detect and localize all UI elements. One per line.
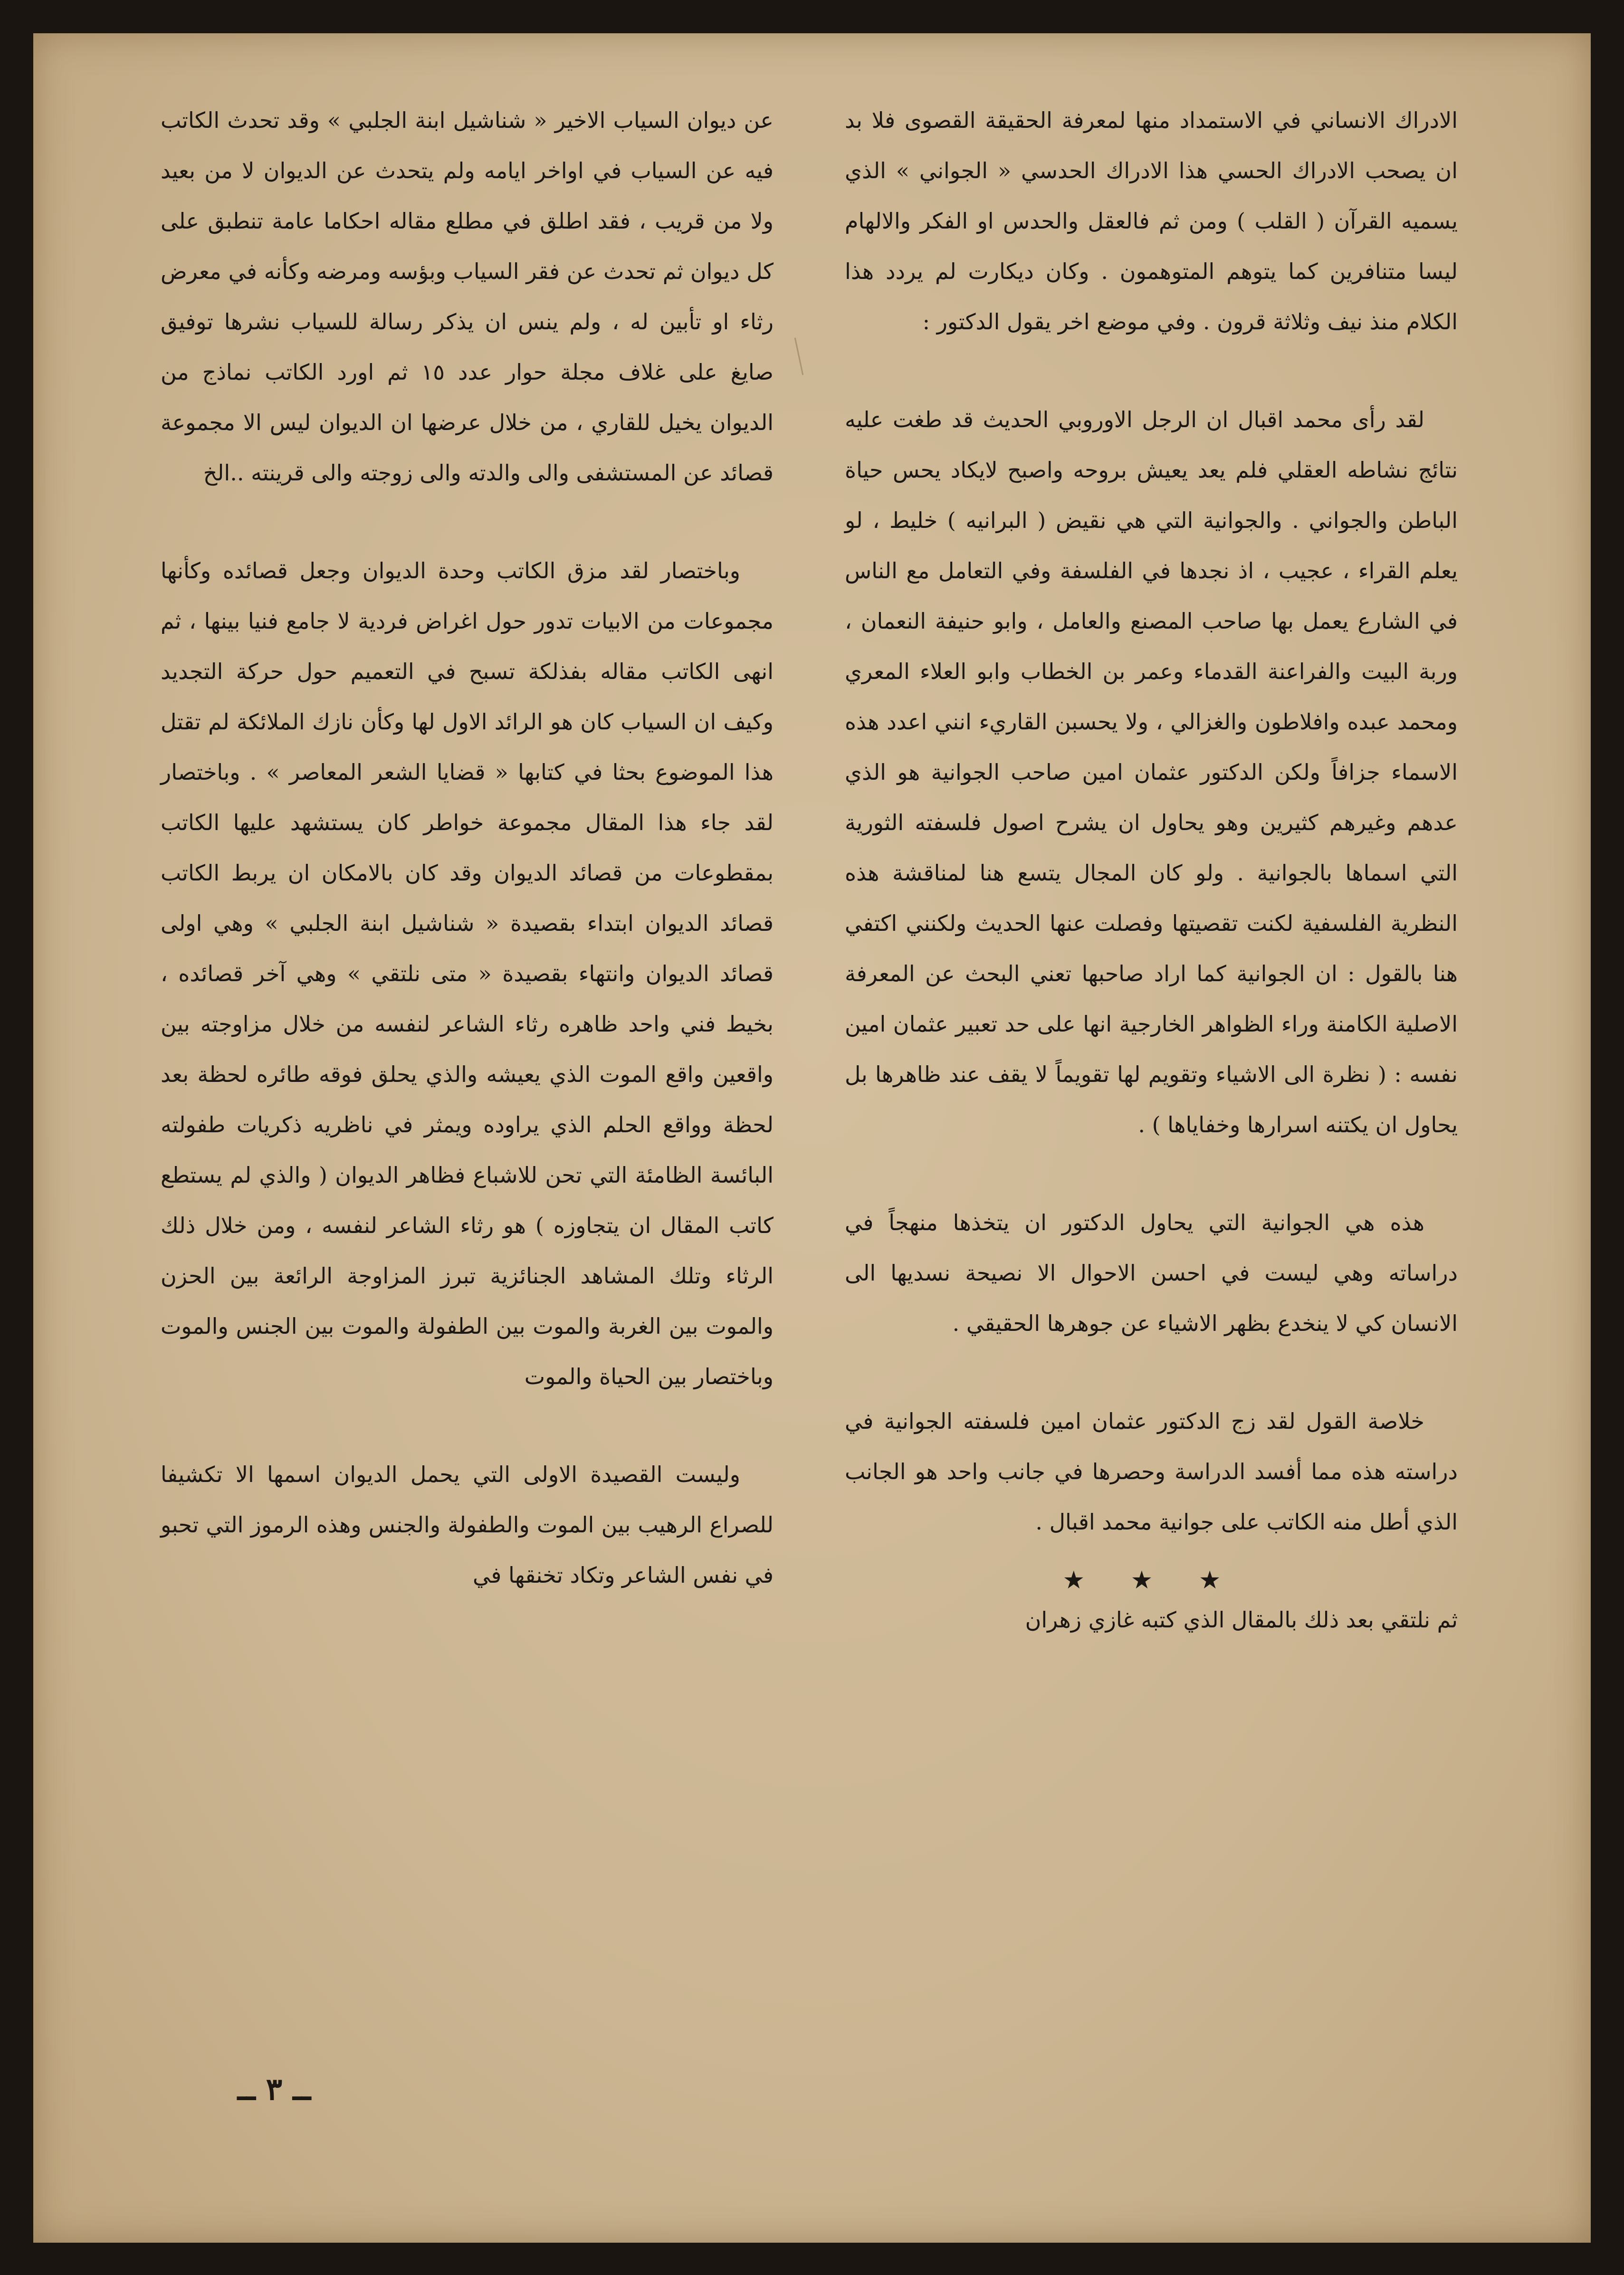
right-column [845, 95, 1458, 1645]
paragraph: وليست القصيدة الاولى التي يحمل الديوان اسمها الا تكشيفا للصراع الرهيب بين الموت والطفولة والجنس وهذه الرموز التي تحبو في نفس الشاعر وتكاد تخنقها في [161, 1462, 774, 1588]
paragraph: لقد رأى محمد اقبال ان الرجل الاوروبي الحديث قد طغت عليه نتائج نشاطه العقلي فلم يعد يعيش بروحه واصبح لايكاد يحس حياة الباطن والجواني . والجوانية التي هي نقيض ( البرانيه ) خليط ، لو يعلم القراء ، عجيب ، اذ نجدها في الفلسفة وفي التعامل مع الناس في الشارع يعمل بها صاحب المصنع والعامل ، وابو حنيفة النعمان ، وربة البيت والفراعنة القدماء وعمر بن الخطاب وابو العلاء المعري ومحمد عبده وافلاطون والغزالي ، ولا يحسبن القاريء انني اعدد هذه الاسماء جزافاً ولكن الدكتور عثمان امين صاحب الجوانية هو الذي عدهم وغيرهم كثيرين وهو يحاول ان يشرح اصول فلسفته الثورية التي اسماها بالجوانية . ولو كان المجال يتسع هنا لمناقشة هذه النظرية الفلسفية لكنت تقصيتها وفصلت عنها الحديث ولكنني اكتفي هنا بالقول : ان الجوانية كما اراد صاحبها تعني البحث عن المعرفة الاصلية الكامنة وراء الظواهر الخارجية انها على حد تعبير عثمان امين نفسه : ( نظرة الى الاشياء وتقويم لها تقويماً لا يقف عند ظاهرها بل يحاول ان يكتنه اسرارها وخفاياها ) . [845, 407, 1458, 1138]
paragraph: وباختصار لقد مزق الكاتب وحدة الديوان وجعل قصائده وكأنها مجموعات من الابيات تدور حول اغراض فردية لا جامع فنيا بينها ، ثم انهى الكاتب مقاله بفذلكة تسبح في التعميم حول حركة التجديد وكيف ان السياب كان هو الرائد الاول لها وكأن نازك الملائكة لم تقتل هذا الموضوع بحثا في كتابها « قضايا الشعر المعاصر » . وباختصار لقد جاء هذا المقال مجموعة خواطر كان يستشهد عليها الكاتب بمقطوعات من قصائد الديوان وقد كان بالامكان ان يربط الكاتب قصائد الديوان ابتداء بقصيدة « شناشيل ابنة الجلبي » وهي اولى قصائد الديوان وانتهاء بقصيدة « متى نلتقي » وهي آخر قصائده ، بخيط فني واحد ظاهره رثاء الشاعر لنفسه من خلال مزاوجته بين واقعين واقع الموت الذي يعيشه والذي يحلق فوقه طائره لحظة بعد لحظة وواقع الحلم الذي يراوده ويمثر في ناظريه ذكريات طفولته البائسة الظامئة التي تحن للاشباع فظاهر الديوان ( والذي لم يستطع كاتب المقال ان يتجاوزه ) هو رثاء الشاعر لنفسه ، ومن خلال ذلك الرثاء وتلك المشاهد الجنائزية تبرز المزاوجة الرائعة بين الحزن والموت بين الغربة والموت بين الطفولة والموت بين الجنس والموت وباختصار بين الحياة والموت [161, 558, 774, 1389]
paragraph-gap [161, 1402, 774, 1449]
paragraph-gap [845, 347, 1458, 394]
paragraph: الادراك الانساني في الاستمداد منها لمعرفة الحقيقة القصوى فلا بد ان يصحب الادراك الحسي هذا الادراك الحدسي « الجواني » الذي يسميه القرآن ( القلب ) ومن ثم فالعقل والحدس او الفكر والالهام ليسا متنافرين كما يتوهم المتوهمون . وكان ديكارت لم يردد هذا الكلام منذ نيف وثلاثة قرون . وفي موضع اخر يقول الدكتور : [845, 107, 1458, 335]
magazine-page [33, 33, 1591, 2243]
paragraph-gap [161, 498, 774, 545]
paragraph: ثم نلتقي بعد ذلك بالمقال الذي كتبه غازي زهران [1025, 1607, 1458, 1633]
paragraph: عن ديوان السياب الاخير « شناشيل ابنة الجلبي » وقد تحدث الكاتب فيه عن السياب في اواخر ايامه ولم يتحدث عن الديوان لا من بعيد ولا من قريب ، فقد اطلق في مطلع مقاله احكاما عامة تنطبق على كل ديوان ثم تحدث عن فقر السياب وبؤسه ومرضه وكأنه في معرض رثاء او تأبين له ، ولم ينس ان يذكر رسالة للسياب نشرها توفيق صايغ على غلاف مجلة حوار عدد ١٥ ثم اورد الكاتب نماذج من الديوان يخيل للقاري ، من خلال عرضها ان الديوان ليس الا مجموعة قصائد عن المستشفى والى والدته والى زوجته والى قرينته ..الخ [161, 107, 774, 486]
paragraph: هذه هي الجوانية التي يحاول الدكتور ان يتخذها منهجاً في دراساته وهي ليست في احسن الاحوال الا نصيحة نسديها الى الانسان كي لا ينخدع بظهر الاشياء عن جوهرها الحقيقي . [845, 1210, 1458, 1336]
left-column [161, 95, 774, 1600]
paper-fold-mark [794, 338, 804, 375]
paragraph-gap [845, 1348, 1458, 1396]
paragraph: خلاصة القول لقد زج الدكتور عثمان امين فلسفته الجوانية في دراسته هذه مما أفسد الدراسة وحصرها في جانب واحد هو الجانب الذي أطل منه الكاتب على جوانية محمد اقبال . [845, 1408, 1458, 1535]
paragraph-gap [845, 1150, 1458, 1197]
section-separator-stars: ★ ★ ★ [1062, 1566, 1240, 1595]
page-number: ــ ٣ ــ [238, 2072, 311, 2107]
